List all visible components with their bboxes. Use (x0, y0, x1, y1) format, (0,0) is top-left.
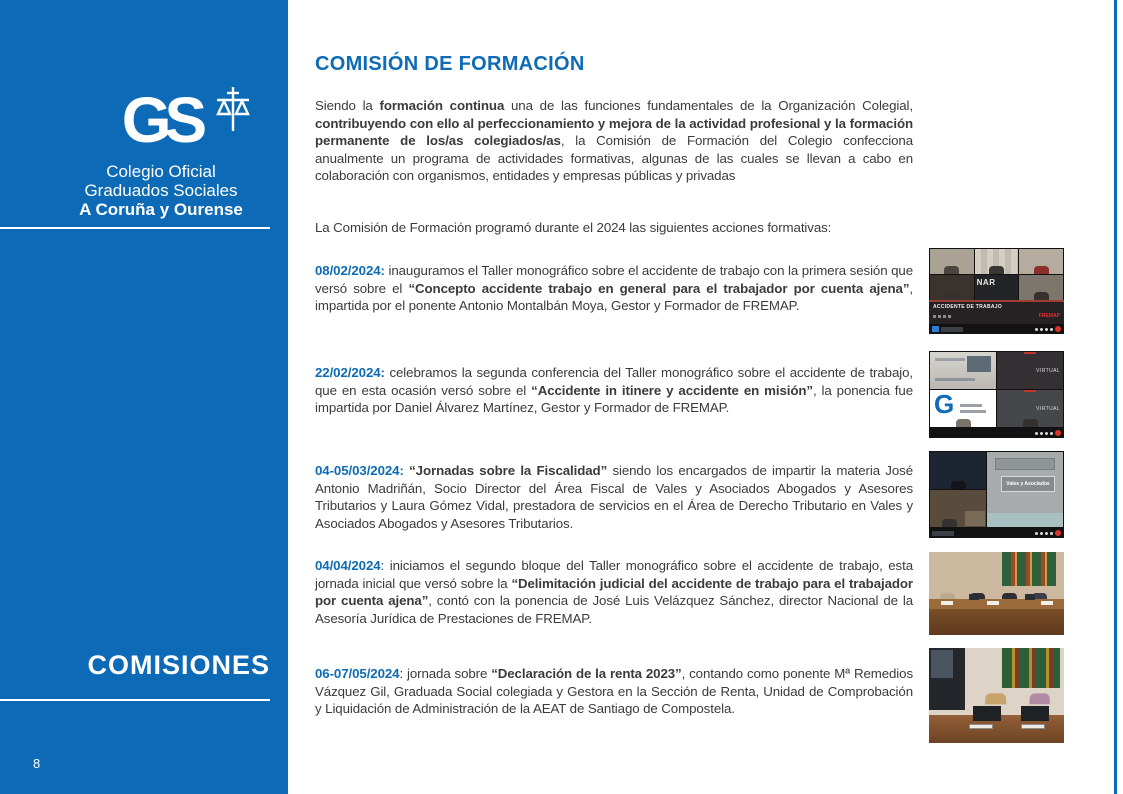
call-info (932, 326, 963, 332)
photo-jornadas-fiscalidad (929, 451, 1064, 538)
person-figure (1028, 695, 1050, 704)
speaker-thumb (948, 315, 951, 318)
slide-title: Vales y Asociados (1001, 476, 1055, 492)
person-figure (1022, 382, 1038, 389)
video-tile (930, 275, 974, 300)
video-grid (930, 352, 1063, 427)
projection-screen (929, 648, 965, 710)
slide-footer (987, 513, 1063, 527)
logo-line-3: A Coruña y Ourense (79, 200, 243, 219)
webinar-title: ACCIDENTE DE TRABAJO (933, 304, 1003, 310)
person-figure (984, 695, 1006, 705)
tapestry-decor (1002, 648, 1060, 688)
laptop (1025, 594, 1035, 600)
video-tile (1019, 249, 1063, 274)
person-figure (942, 520, 958, 527)
paper (941, 601, 953, 605)
entry-2 (315, 364, 913, 417)
person-figure (1033, 267, 1049, 274)
app-icon (932, 326, 939, 332)
logo (48, 86, 274, 219)
entry-4-text: : iniciamos el segundo bloque del Taller monográfico sobre el accidente de trabajo, esta jornada inicial que versó sobre la “Delimitación judicial del accidente de trabajo para el trabajador por cuenta ajena”, contó con la ponencia de José Luis Velázquez Sánchez, director Nacional de la Asesoría Jurídica de Prestaciones de FREMAP. (315, 558, 913, 626)
speaker-thumb (938, 315, 941, 318)
call-controls-bar (929, 428, 1064, 438)
entry-2-date: 22/02/2024: (315, 365, 385, 380)
logo-line-1: Colegio Oficial (106, 162, 216, 181)
speaker-column (930, 452, 986, 527)
sidebar-divider-top (0, 227, 270, 229)
entry-5-text: : jornada sobre “Declaración de la renta 2023”, contando como ponente Mª Remedios Vázquez Gil, Graduada Social colegiada y Gestora en la Sección de Renta, Unidad de Comprobación y Liquidación de Administración de la AEAT de Santiago de Compostela. (315, 666, 914, 717)
entry-1 (315, 262, 913, 315)
person-figure (944, 293, 960, 300)
control-dot (1035, 328, 1038, 331)
caption-detail-row (933, 313, 1060, 319)
photo-panel-table (929, 552, 1064, 635)
person-figure (950, 482, 966, 489)
logo-tile (930, 390, 996, 427)
video-tile (975, 249, 1019, 274)
person-figure (955, 420, 971, 427)
entry-3-text: “Jornadas sobre la Fiscalidad” siendo los encargados de impartir la materia José Antonio Madriñán, Socio Director del Área Fiscal de Vales y Asociados Abogados y Asesores Tributarios y Laura Gómez Vidal, prestadora de servicios en el Área de Derecho Tributario en Vales y Asociados Abogados y Asesores Tributarios. (315, 463, 913, 531)
slide-header (995, 458, 1055, 470)
slide-text: NAR (976, 278, 996, 287)
video-tile (930, 452, 986, 489)
call-timer (941, 327, 963, 332)
entry-3 (315, 462, 913, 532)
entry-1-text: inauguramos el Taller monográfico sobre el accidente de trabajo con la primera sesión que versó sobre el “Concepto accidente trabajo en general para el trabajador por cuenta ajena”, impartida por el ponente Antonio Montalbán Moya, Gestor y Formador de FREMAP. (315, 263, 913, 314)
control-dot (1050, 328, 1053, 331)
slide-tile (975, 275, 1019, 300)
section-label: COMISIONES (87, 650, 270, 680)
paper (1041, 601, 1053, 605)
person-figure (988, 267, 1004, 274)
speaker-thumb (943, 315, 946, 318)
intro-paragraph: Siendo la formación continua una de las funciones fundamentales de la Organización Colegial, contribuyendo con ello al perfeccionamiento y mejora de la actividad profesional y la formación permanente de los/as colegiados/as, la Comisión de Formación del Colegio confecciona anualmente un programa de actividades formativas, algunas de las cuales se llevan a cabo en colaboración con organismos, entidades y empresas públicas y privadas (315, 98, 913, 184)
logo-line-2: Graduados Sociales (84, 181, 238, 200)
control-dot (1050, 532, 1053, 535)
control-dot (1035, 532, 1038, 535)
control-dot (1035, 432, 1038, 435)
page-number: 8 (33, 756, 41, 771)
video-grid (930, 249, 1063, 300)
monitor (1021, 706, 1049, 721)
photo-videocall-virtual (929, 351, 1064, 438)
paper (987, 601, 999, 605)
video-subtile (965, 511, 985, 526)
video-tile (930, 490, 986, 527)
slide-text-line (935, 378, 975, 381)
scales-of-justice-icon (214, 84, 252, 134)
video-tile (1019, 275, 1063, 300)
photo-two-speakers (929, 648, 1064, 743)
logo-mark (48, 86, 274, 158)
person-figure (944, 267, 960, 274)
person-figure (1022, 420, 1038, 427)
speaker-thumb (933, 315, 936, 318)
video-tile (997, 390, 1063, 427)
control-dot (1045, 432, 1048, 435)
screen-content (931, 650, 953, 678)
video-tile (997, 352, 1063, 389)
end-call-button-icon (1055, 530, 1061, 536)
laptop (969, 594, 979, 600)
entry-1-date: 08/02/2024: (315, 263, 385, 278)
entry-2-text: celebramos la segunda conferencia del Taller monográfico sobre el accidente de trabajo, que en esta ocasión versó sobre el “Accidente in itinere y accidente en misión”, la ponencia fue impartida por Daniel Álvarez Martínez, Gestor y Formador de FREMAP. (315, 365, 913, 416)
person-figure (1033, 293, 1049, 300)
name-card (1021, 724, 1045, 729)
call-info (932, 531, 954, 536)
webinar-caption-panel (929, 300, 1064, 324)
sidebar (0, 0, 288, 794)
entry-5 (315, 665, 913, 718)
virtual-watermark: VIRTUAL (1036, 405, 1060, 412)
logo-text-line (960, 410, 986, 413)
page-title: COMISIÓN DE FORMACIÓN (315, 53, 585, 75)
slide-image (967, 356, 991, 372)
slide-text-line (935, 358, 965, 361)
fremap-banner (1024, 352, 1036, 354)
sidebar-divider-bottom (0, 699, 270, 701)
logo-text-line (960, 404, 982, 407)
slide-tile (930, 352, 996, 389)
virtual-watermark: VIRTUAL (1036, 367, 1060, 374)
end-call-button-icon (1055, 326, 1061, 332)
end-call-button-icon (1055, 430, 1061, 436)
colegio-logo-letter: G (934, 390, 955, 419)
control-dot (1040, 432, 1043, 435)
monitor (973, 706, 1001, 721)
control-dot (1040, 328, 1043, 331)
video-tile (930, 249, 974, 274)
control-dot (1045, 532, 1048, 535)
slide-panel (987, 452, 1063, 527)
control-dot (1045, 328, 1048, 331)
call-controls-bar (929, 528, 1064, 538)
tapestry-decor (1002, 552, 1056, 586)
conference-table (929, 599, 1064, 635)
logo-letters: GS (121, 84, 201, 156)
entry-4 (315, 557, 913, 627)
entry-3-date: 04-05/03/2024: (315, 463, 404, 478)
call-timer (932, 531, 954, 536)
name-card (969, 724, 993, 729)
intro-line-2: La Comisión de Formación programó durante el 2024 las siguientes acciones formativas: (315, 220, 832, 235)
photo-videocall-accidente-trabajo (929, 248, 1064, 334)
page-edge-strip (1114, 0, 1117, 794)
call-controls-bar (929, 324, 1064, 334)
entry-4-date: 04/04/2024 (315, 558, 381, 573)
entry-5-date: 06-07/05/2024 (315, 666, 400, 681)
control-dot (1050, 432, 1053, 435)
control-dot (1040, 532, 1043, 535)
fremap-logo: FREMAP (1038, 313, 1060, 319)
fremap-banner (1024, 390, 1036, 392)
